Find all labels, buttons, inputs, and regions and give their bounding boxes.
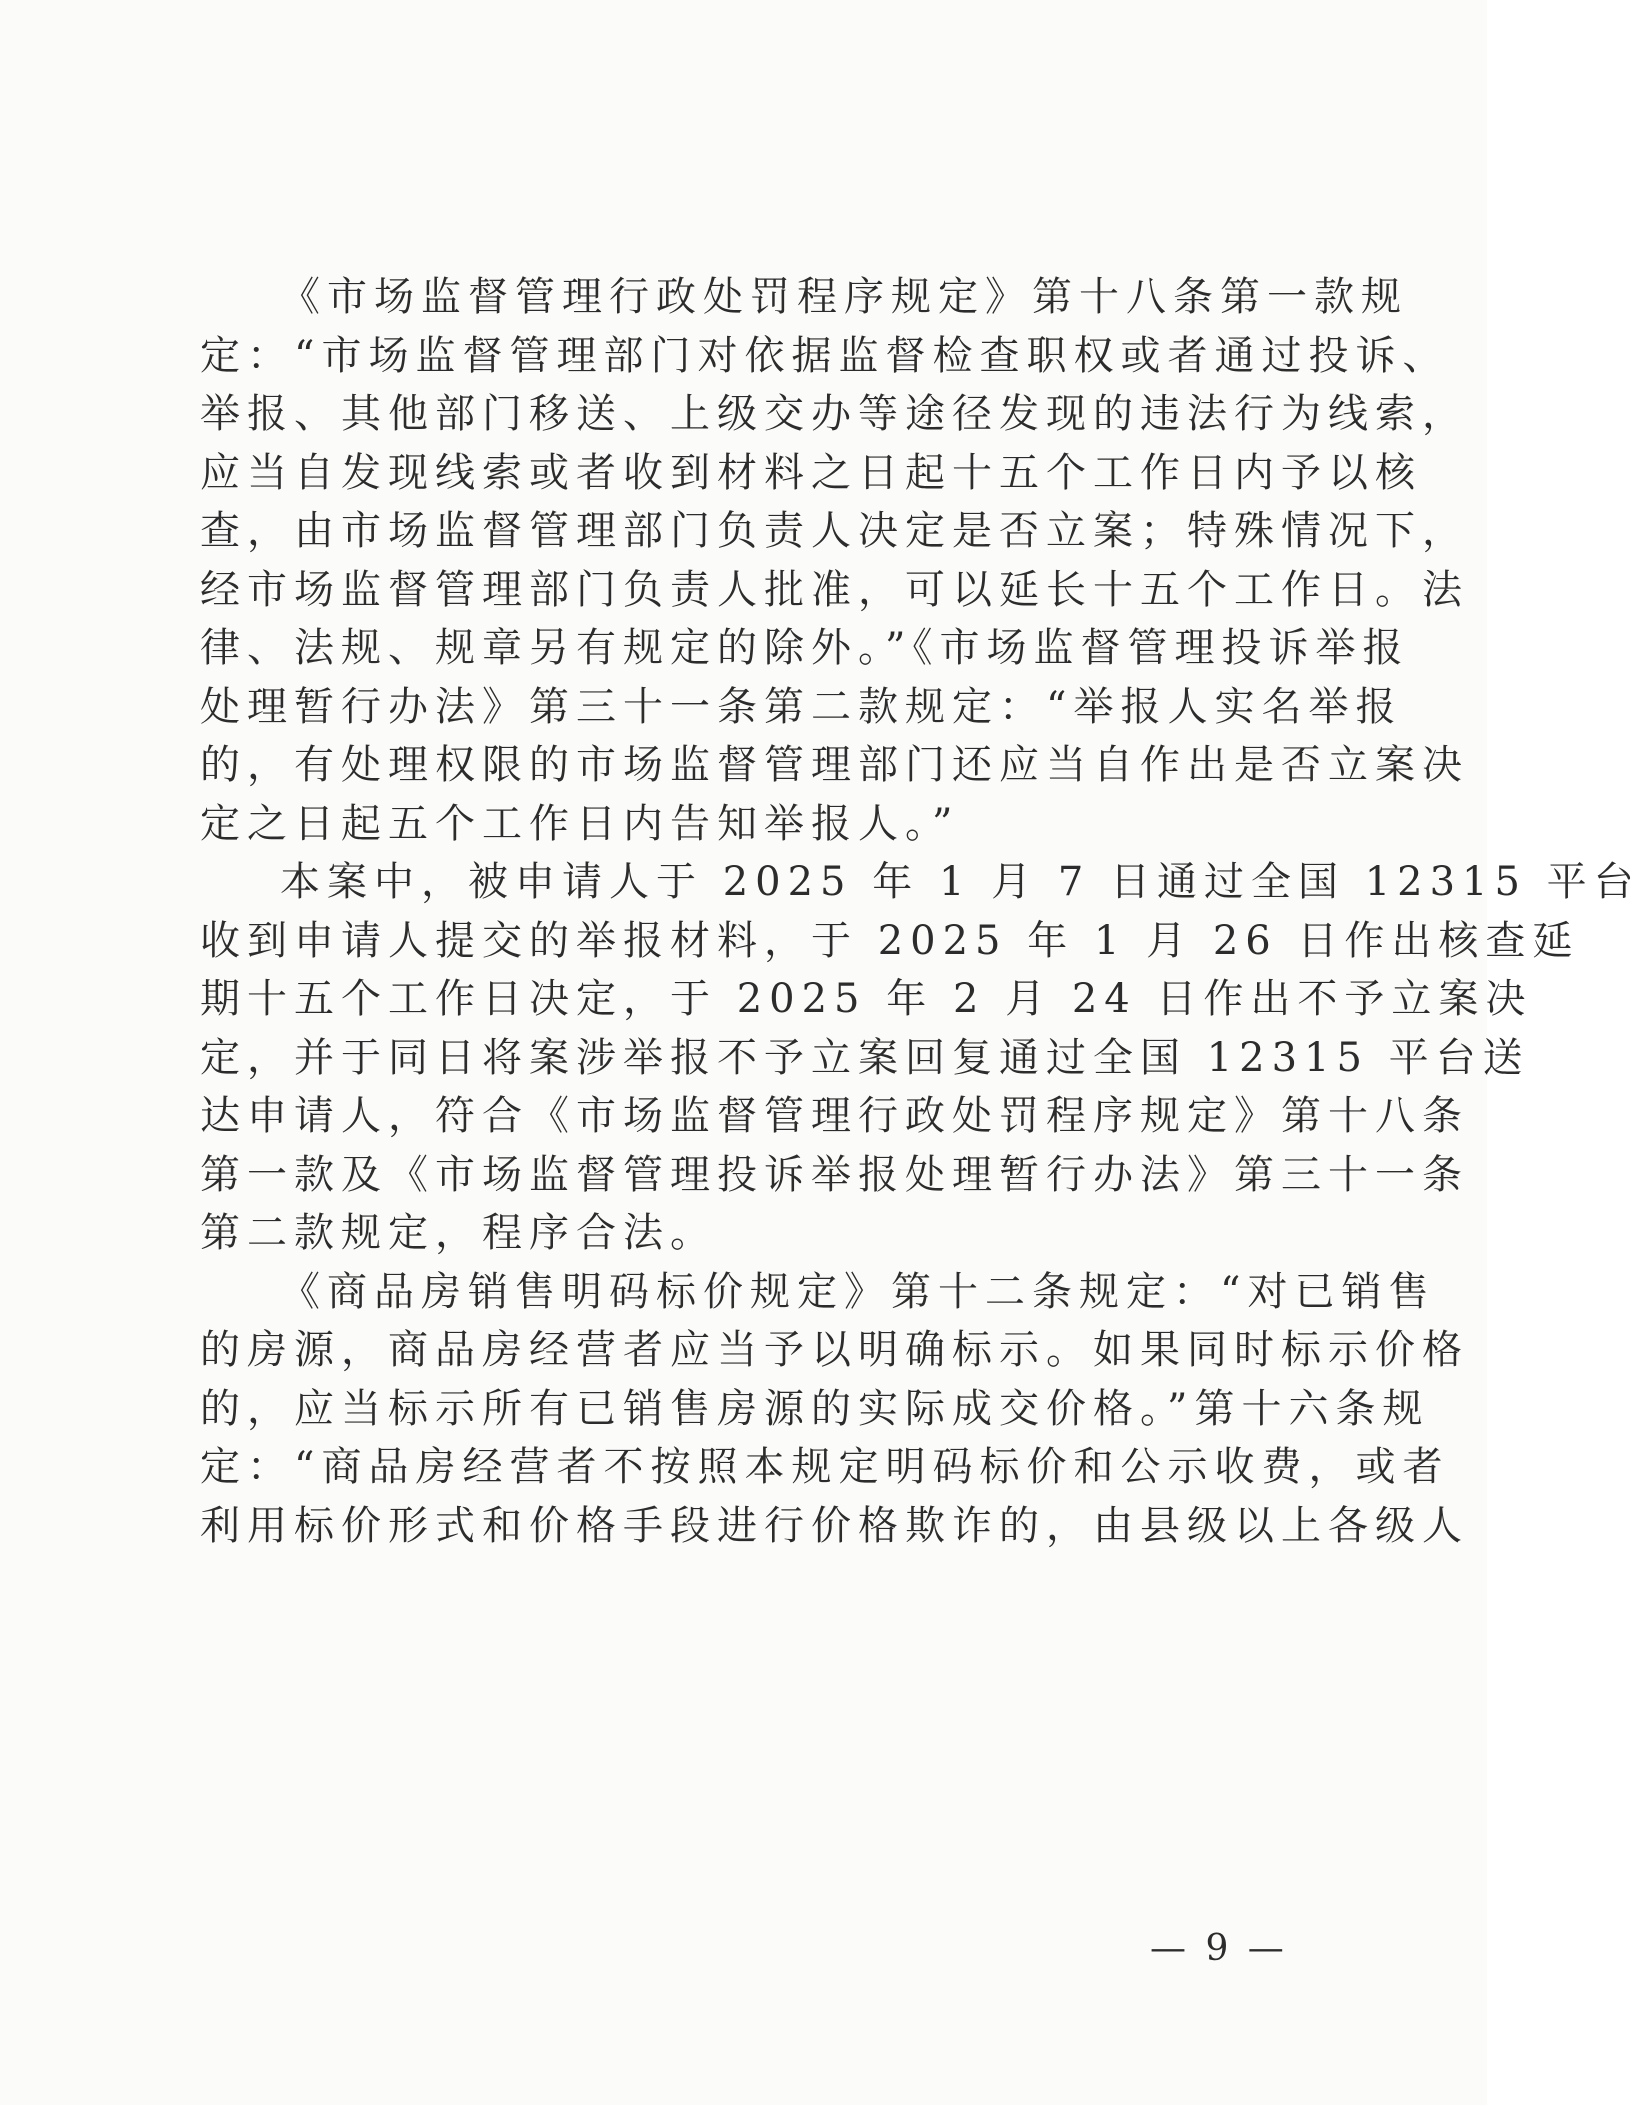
paragraph-1-line-9: 的，有处理权限的市场监督管理部门还应当自作出是否立案决 bbox=[200, 742, 1469, 788]
paragraph-3-line-3: 的，应当标示所有已销售房源的实际成交价格。”第十六条规 bbox=[200, 1385, 1430, 1432]
paragraph-1-line-2: 定：“市场监督管理部门对依据监督检查职权或者通过投诉、 bbox=[200, 332, 1450, 379]
paragraph-1-line-1: 《市场监督管理行政处罚程序规定》第十八条第一款规 bbox=[280, 274, 1408, 320]
paragraph-2-line-3: 期十五个工作日决定，于 2025 年 2 月 24 日作出不予立案决 bbox=[200, 976, 1533, 1022]
paragraph-3-line-1: 《商品房销售明码标价规定》第十二条规定：“对已销售 bbox=[280, 1268, 1436, 1315]
paragraph-2-line-2: 收到申请人提交的举报材料，于 2025 年 1 月 26 日作出核查延 bbox=[200, 917, 1580, 964]
document-body bbox=[200, 268, 1641, 1555]
paragraph-2-line-1: 本案中，被申请人于 2025 年 1 月 7 日通过全国 12315 平台 bbox=[280, 859, 1641, 905]
paragraph-1-line-6: 经市场监督管理部门负责人批准，可以延长十五个工作日。法 bbox=[200, 566, 1469, 613]
page-number: — 9 — bbox=[1150, 1928, 1288, 1969]
paragraph-1-line-5: 查，由市场监督管理部门负责人决定是否立案；特殊情况下， bbox=[200, 508, 1469, 554]
paragraph-1-line-8: 处理暂行办法》第三十一条第二款规定：“举报人实名举报 bbox=[200, 683, 1403, 730]
paragraph-3-line-5: 利用标价形式和价格手段进行价格欺诈的，由县级以上各级人 bbox=[200, 1502, 1469, 1549]
paragraph-2-line-5: 达申请人，符合《市场监督管理行政处罚程序规定》第十八条 bbox=[200, 1093, 1469, 1139]
paragraph-2-line-4: 定，并于同日将案涉举报不予立案回复通过全国 12315 平台送 bbox=[200, 1034, 1530, 1081]
paragraph-2-line-7: 第二款规定，程序合法。 bbox=[200, 1210, 717, 1256]
paragraph-3-line-2: 的房源，商品房经营者应当予以明确标示。如果同时标示价格 bbox=[200, 1327, 1469, 1373]
paragraph-1-line-10: 定之日起五个工作日内告知举报人。” bbox=[200, 800, 960, 847]
paragraph-1-line-4: 应当自发现线索或者收到材料之日起十五个工作日内予以核 bbox=[200, 449, 1422, 496]
paragraph-1-line-7: 律、法规、规章另有规定的除外。”《市场监督管理投诉举报 bbox=[200, 625, 1410, 671]
paragraph-2-line-6: 第一款及《市场监督管理投诉举报处理暂行办法》第三十一条 bbox=[200, 1151, 1469, 1198]
paragraph-1-line-3: 举报、其他部门移送、上级交办等途径发现的违法行为线索， bbox=[200, 391, 1469, 437]
paragraph-3-line-4: 定：“商品房经营者不按照本规定明码标价和公示收费，或者 bbox=[200, 1444, 1450, 1490]
